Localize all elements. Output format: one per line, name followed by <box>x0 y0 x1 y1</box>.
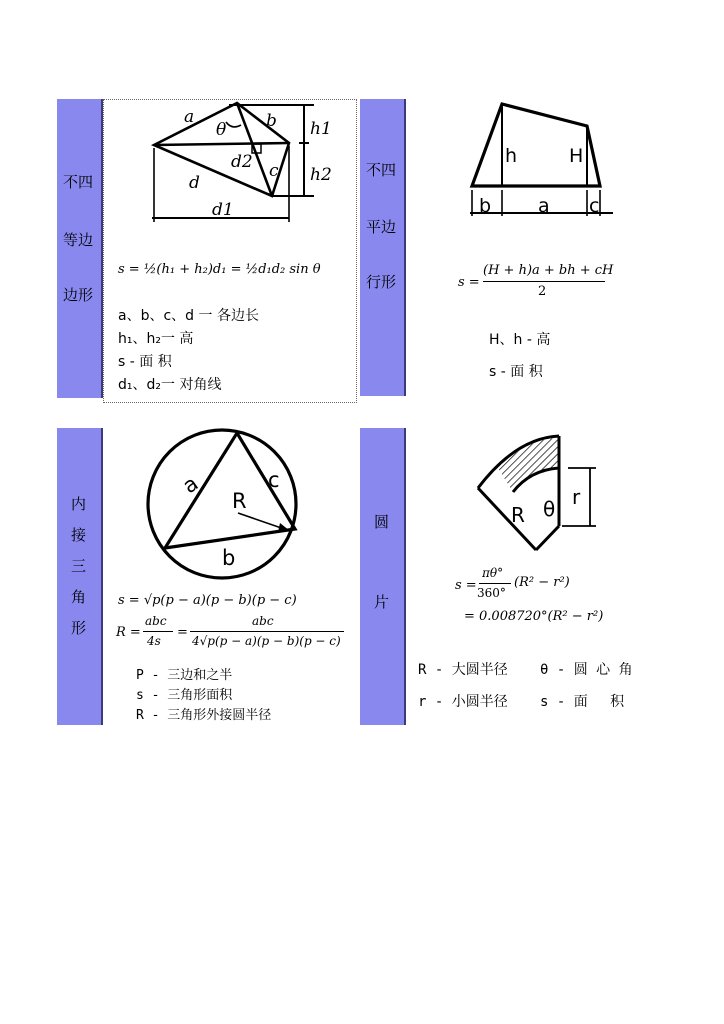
triangle-legend-3: R - 三角形外接圆半径 <box>136 708 272 723</box>
annulus-formula-numerator: πθ° <box>482 566 504 580</box>
fig-label-d2: d2 <box>231 152 253 172</box>
triangle-figure <box>140 425 310 585</box>
annulus-legend-3: r - 小圆半径 <box>418 694 508 710</box>
fig-label-theta: θ <box>216 120 227 140</box>
quadrilateral-panel <box>103 99 357 403</box>
fig-label-R: R <box>232 489 247 513</box>
fig-label-c: c <box>268 468 280 492</box>
annulus-formula-rest: (R² − r²) <box>514 575 570 590</box>
fig-label-d1: d1 <box>212 200 234 220</box>
triangle-legend-1: P - 三边和之半 <box>136 668 233 683</box>
trapezoid-fraction-bar <box>483 281 605 282</box>
quadrilateral-legend-3: s - 面 积 <box>118 354 172 370</box>
band-label-line-1: 内 <box>71 495 87 513</box>
annulus-formula-denominator: 360° <box>477 586 506 600</box>
fig-label-h: h <box>505 145 518 167</box>
band-label-line-2: 接 <box>71 526 87 544</box>
fig-label-h1: h1 <box>310 119 332 139</box>
triangle-formula-area: s = √p(p − a)(p − b)(p − c) <box>118 593 297 608</box>
triangle-formula-f1-num: abc <box>145 614 167 628</box>
band-label-line-1: 圆 <box>374 513 390 531</box>
annulus-legend-1: R - 大圆半径 <box>418 662 508 678</box>
fig-label-R: R <box>511 503 525 527</box>
annulus-legend-2: θ - 圆 心 角 <box>540 662 633 678</box>
fig-label-H: H <box>569 145 584 167</box>
trapezoid-formula-denominator: 2 <box>538 284 547 299</box>
fig-label-b: b <box>479 195 492 217</box>
triangle-formula-f1-den: 4s <box>147 634 161 648</box>
band-label-line-1: 不四 <box>63 173 94 191</box>
band-label-line-1: 不四 <box>366 161 397 179</box>
quadrilateral-figure <box>104 100 356 240</box>
fig-label-b: b <box>266 111 277 131</box>
fig-label-a: a <box>538 195 550 217</box>
fig-label-c: c <box>269 161 279 181</box>
triangle-equals: = <box>177 625 188 640</box>
band-label-line-3: 行形 <box>366 273 397 291</box>
label-band-trapezoid <box>360 99 406 396</box>
annulus-formula-lhs: s = <box>455 578 477 593</box>
annulus-legend-4: s - 面 积 <box>540 694 625 710</box>
band-label-line-3: 三 <box>71 557 87 575</box>
triangle-formula-f2-den: 4√p(p − a)(p − b)(p − c) <box>192 634 341 648</box>
fig-label-c: c <box>589 195 600 217</box>
quadrilateral-legend-2: h₁、h₂一 高 <box>118 331 194 347</box>
quadrilateral-legend-1: a、b、c、d 一 各边长 <box>118 308 259 324</box>
band-label-line-2: 片 <box>374 593 390 611</box>
band-label-line-4: 角 <box>71 588 87 606</box>
triangle-formula-f2-num: abc <box>252 614 274 628</box>
trapezoid-legend-1: H、h - 高 <box>489 332 551 348</box>
band-label-line-2: 等边 <box>63 231 94 249</box>
triangle-legend-2: s - 三角形面积 <box>136 688 233 703</box>
label-band-annulus <box>360 428 406 725</box>
fig-label-b: b <box>222 546 236 570</box>
fig-label-a: a <box>178 471 203 499</box>
fig-label-h2: h2 <box>310 165 332 185</box>
quadrilateral-formula: s = ½(h₁ + h₂)d₁ = ½d₁d₂ sin θ <box>118 262 321 277</box>
band-label-line-3: 边形 <box>63 286 94 304</box>
band-label-line-2: 平边 <box>366 218 397 236</box>
label-band-quadrilateral <box>57 99 103 398</box>
trapezoid-legend-2: s - 面 积 <box>489 364 543 380</box>
fig-label-a: a <box>184 107 195 127</box>
annulus-formula-line2: = 0.008720°(R² − r²) <box>464 609 604 624</box>
label-band-triangle <box>57 428 103 725</box>
fig-label-d: d <box>189 173 200 193</box>
triangle-fraction-bar-2 <box>190 631 344 632</box>
triangle-formula-R-lhs: R = <box>116 625 141 640</box>
trapezoid-figure <box>465 100 625 220</box>
annulus-figure <box>468 430 608 560</box>
quadrilateral-legend-4: d₁、d₂一 对角线 <box>118 377 222 393</box>
fig-label-r: r <box>572 485 581 509</box>
trapezoid-formula-numerator: (H + h)a + bh + cH <box>483 263 614 278</box>
annulus-fraction-bar <box>479 583 511 584</box>
band-label-line-5: 形 <box>71 619 87 637</box>
triangle-fraction-bar-1 <box>143 631 173 632</box>
fig-label-theta: θ <box>543 497 556 521</box>
trapezoid-formula-lhs: s = <box>458 275 480 290</box>
